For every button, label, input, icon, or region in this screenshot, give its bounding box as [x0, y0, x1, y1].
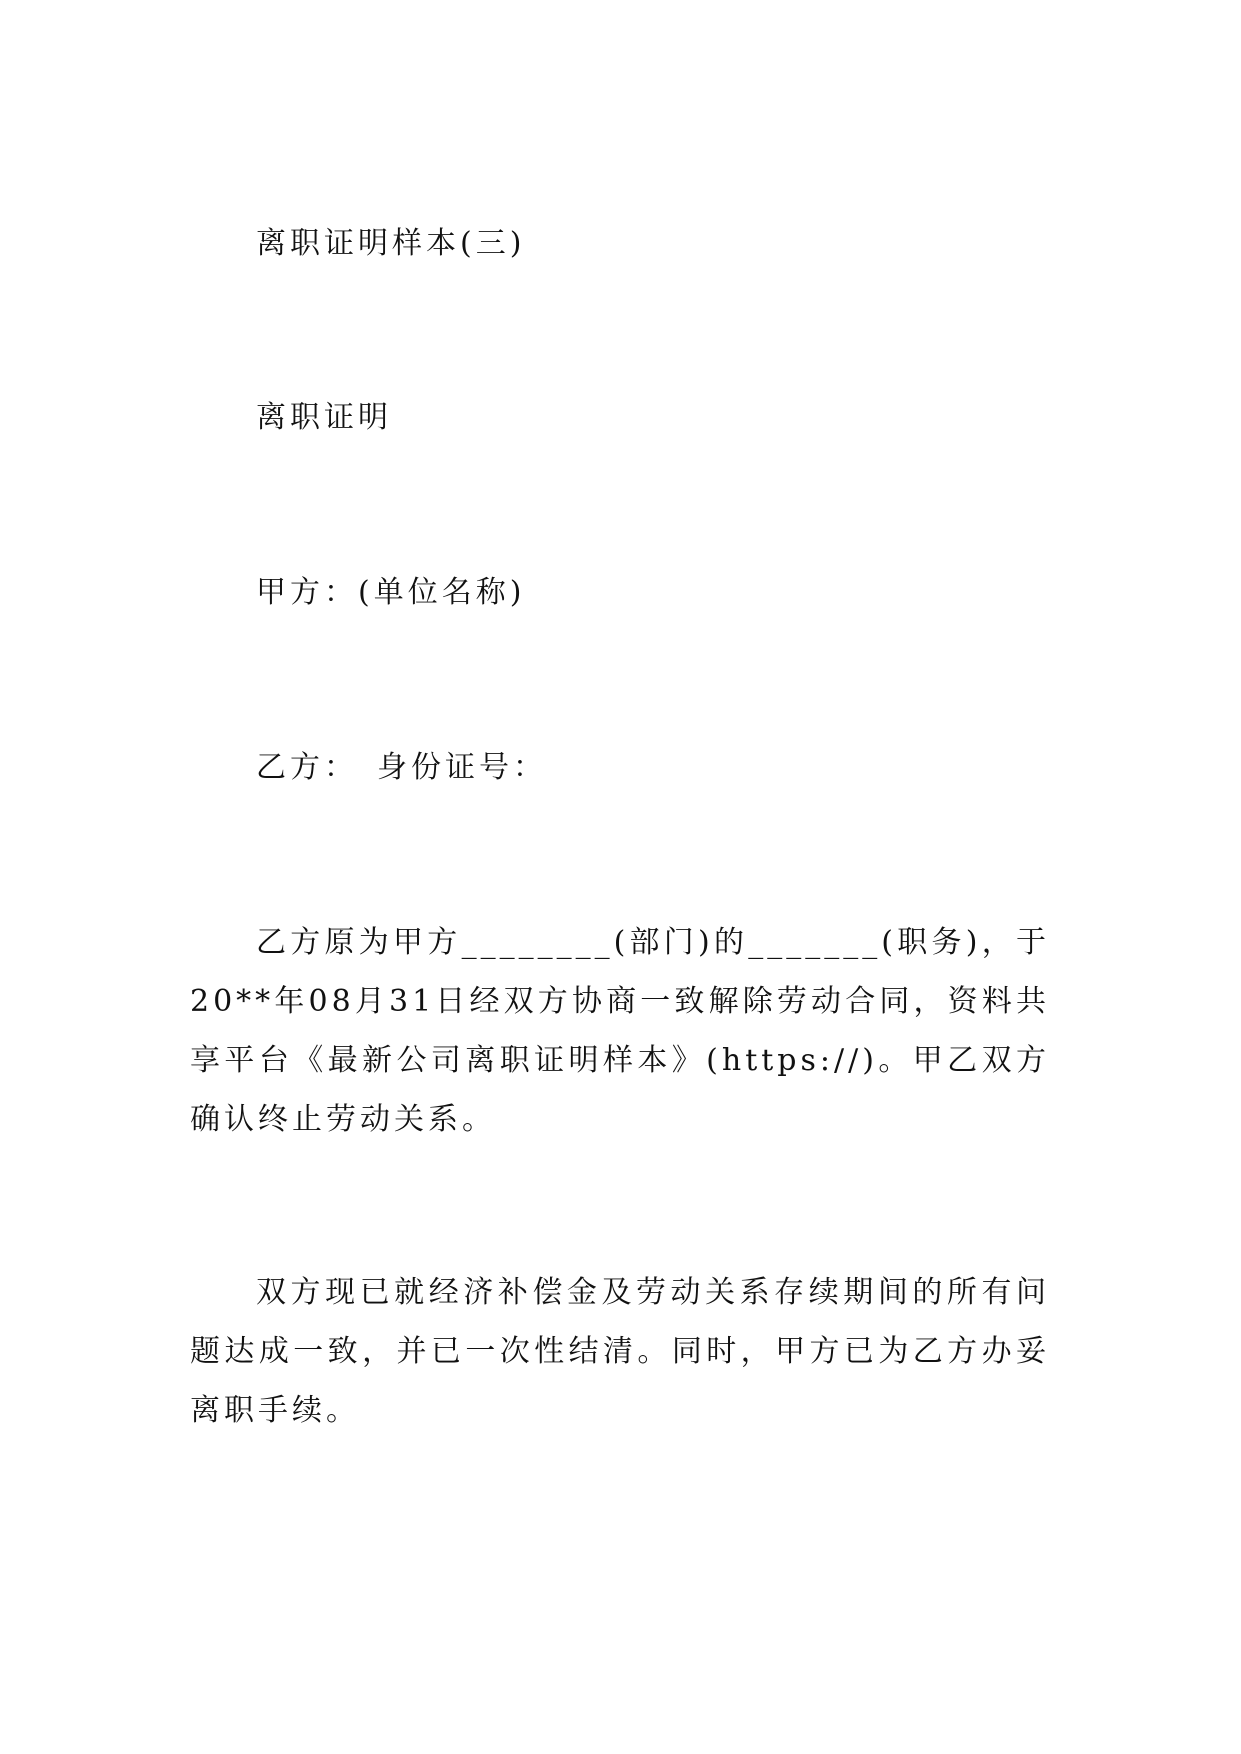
party-a-line: 甲方：(单位名称) — [256, 575, 526, 610]
sample-title: 离职证明样本(三) — [256, 226, 526, 261]
document-heading: 离职证明 — [256, 400, 392, 435]
body-paragraph-termination: 乙方原为甲方________(部门)的_______(职务)，于20**年08月31日经双方协商一致解除劳动合同，资料共享平台《最新公司离职证明样本》(https://)。甲乙双方确认终止劳动关系。 — [190, 925, 1050, 1137]
body-paragraph-settlement: 双方现已就经济补偿金及劳动关系存续期间的所有问题达成一致，并已一次性结清。同时，甲方已为乙方办妥离职手续。 — [190, 1275, 1050, 1428]
party-b-line: 乙方： 身份证号： — [256, 750, 547, 785]
